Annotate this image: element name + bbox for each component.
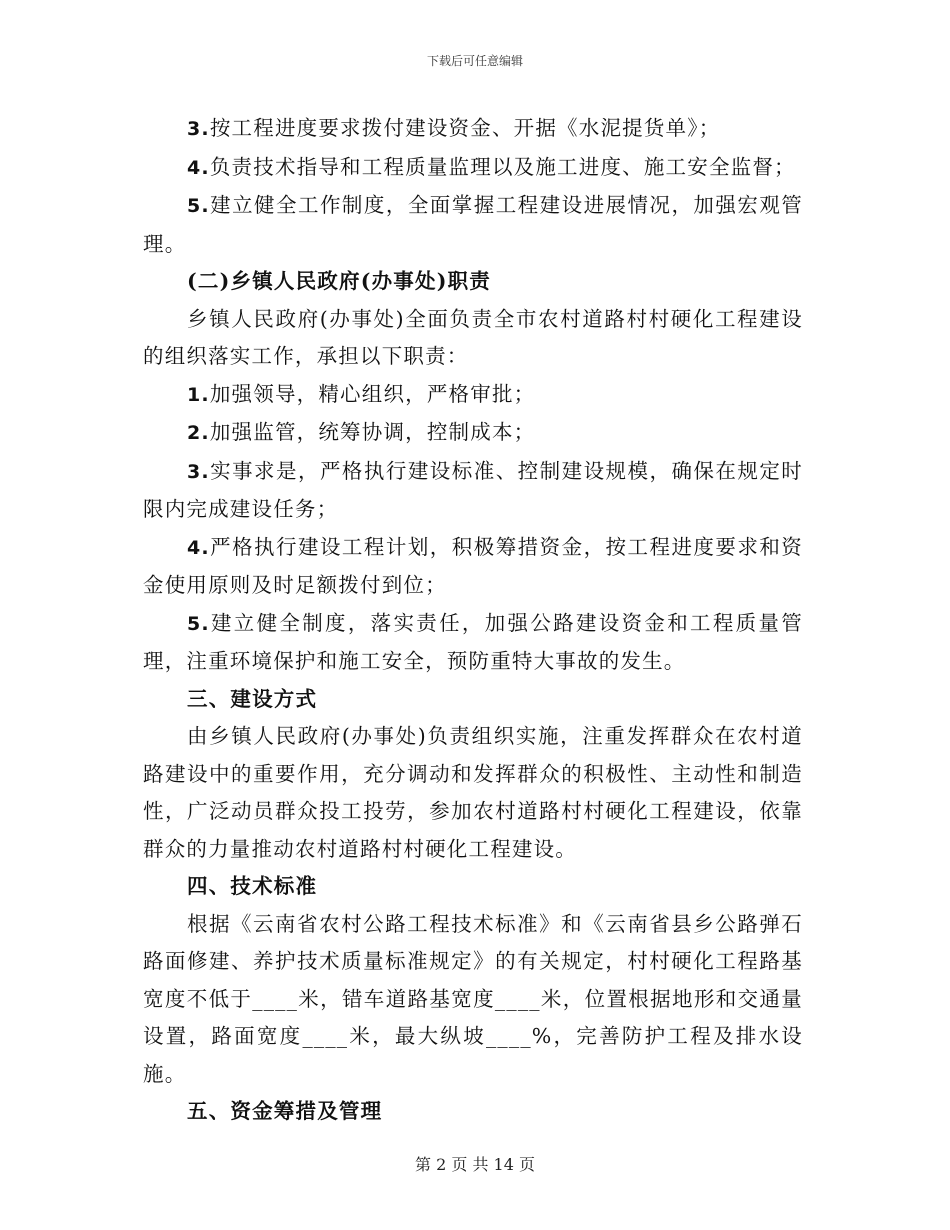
page-footer: 第 2 页 共 14 页 <box>415 1155 535 1174</box>
item-text: 严格执行建设工程计划，积极筹措资金，按工程进度要求和资金使用原则及时足额拨付到位； <box>143 534 803 597</box>
list-item <box>143 453 803 529</box>
item-text: 建立健全制度，落实责任，加强公路建设资金和工程质量管理，注重环境保护和施工安全，预防重特大事故的发生。 <box>143 610 803 673</box>
item-number: 4. <box>187 536 210 559</box>
item-number: 5. <box>187 612 210 635</box>
list-item <box>143 376 803 415</box>
item-number: 3. <box>187 118 210 140</box>
item-text: 实事求是，严格执行建设标准、控制建设规模，确保在规定时限内完成建设任务； <box>143 458 803 521</box>
item-number: 4. <box>187 156 210 179</box>
section-heading: 五、资金筹措及管理 <box>187 1099 383 1123</box>
list-item <box>143 414 803 453</box>
section-heading: 三、建设方式 <box>187 686 318 711</box>
item-number: 5. <box>187 195 210 217</box>
item-text: 负责技术指导和工程质量监理以及施工进度、施工安全监督； <box>209 154 796 179</box>
list-item <box>143 529 803 605</box>
item-number: 2. <box>187 422 210 444</box>
item-text: 加强领导，精心组织，严格审批； <box>209 381 536 406</box>
item-text: 加强监管，统筹协调，控制成本； <box>209 420 536 444</box>
document-body <box>143 110 803 1131</box>
paragraph: 乡镇人民政府(办事处)全面负责全市农村道路村村硬化工程建设的组织落实工作，承担以下职责： <box>143 306 803 368</box>
item-text: 建立健全工作制度，全面掌握工程建设进展情况，加强宏观管理。 <box>143 193 803 256</box>
paragraph: 根据《云南省农村公路工程技术标准》和《云南省县乡公路弹石路面修建、养护技术质量标准规定》的有关规定，村村硬化工程路基宽度不低于____米，错车道路基宽度____米，位置根据地形和交通量设置，路面宽度____米，最大纵坡____%，完善防护工程及排水设施。 <box>143 911 803 1086</box>
paragraph: 由乡镇人民政府(办事处)负责组织实施，注重发挥群众在农村道路建设中的重要作用，充分调动和发挥群众的积极性、主动性和制造性，广泛动员群众投工投劳，参加农村道路村村硬化工程建设，依靠群众的力量推动农村道路村村硬化工程建设。 <box>143 724 803 861</box>
section-heading: 四、技术标准 <box>187 874 318 898</box>
list-item <box>143 605 803 681</box>
section-heading: (二)乡镇人民政府(办事处)职责 <box>187 269 491 293</box>
item-number: 3. <box>187 460 210 483</box>
item-number: 1. <box>187 383 210 406</box>
item-text: 按工程进度要求拨付建设资金、开据《水泥提货单》； <box>209 116 721 140</box>
list-item <box>143 110 803 149</box>
list-item <box>143 149 803 188</box>
page-header: 下载后可任意编辑 <box>426 54 523 68</box>
list-item <box>143 187 803 263</box>
